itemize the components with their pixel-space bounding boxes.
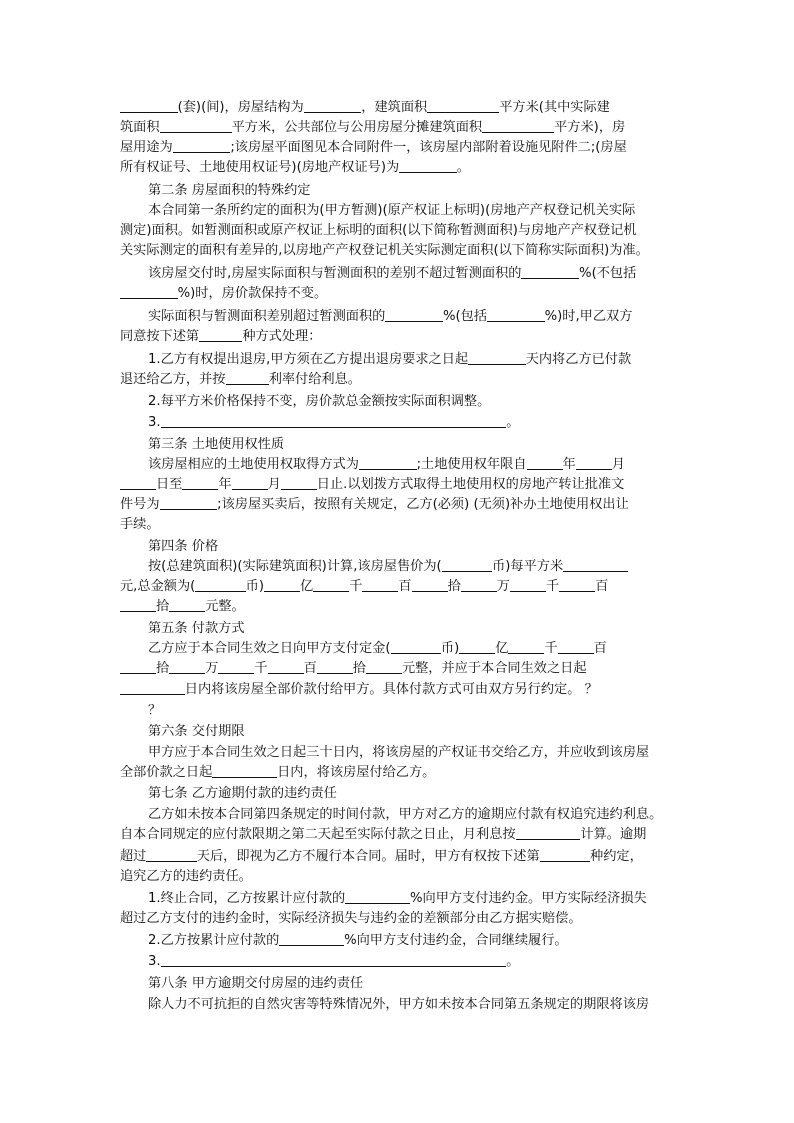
fill-in-blank	[195, 577, 245, 592]
text-line: 乙方如未按本合同第四条规定的时间付款，甲方对乙方的逾期应付款有权追究违约利息。	[148, 807, 663, 822]
text-line: 所有权证号、土地使用权证号)(房地产权证号)为 。	[120, 160, 470, 175]
fill-in-blank	[120, 284, 178, 299]
fill-in-blank	[173, 138, 231, 153]
fill-in-blank	[120, 680, 185, 695]
fill-in-blank	[359, 455, 417, 470]
fill-in-blank	[169, 597, 205, 612]
fill-in-blank	[563, 557, 628, 572]
fill-in-blank	[313, 577, 349, 592]
text-line: 1.乙方有权提出退房,甲方须在乙方提出退房要求之日起 天内将乙方已付款	[148, 352, 632, 367]
fill-in-blank	[146, 847, 196, 862]
fill-in-blank	[442, 557, 492, 572]
text-line: 2.乙方按累计应付款的 %向甲方支付违约金，合同继续履行。	[148, 933, 568, 948]
fill-in-blank	[161, 952, 507, 967]
text-line: 1.终止合同，乙方按累计应付款的 %向甲方支付违约金。甲方实际经济损失	[148, 891, 647, 906]
fill-in-blank	[427, 98, 499, 113]
fill-in-blank	[516, 825, 581, 840]
text-line: 实际面积与暂测面积差别超过暂测面积的 %(包括 %)时,甲乙双方	[148, 309, 633, 324]
text-line: 同意按下述第 种方式处理：	[120, 329, 322, 344]
text-line: 退还给乙方，并按 利率付给利息。	[120, 372, 361, 387]
text-line: 追究乙方的违约责任。	[120, 869, 252, 884]
fill-in-blank	[521, 264, 579, 279]
fill-in-blank	[482, 118, 554, 133]
text-line: 日至 年 月 日止.以划拨方式取得土地使用权的房地产转让批准文	[120, 475, 680, 495]
text-line: 3. 。	[148, 415, 520, 430]
fill-in-blank	[226, 370, 269, 385]
fill-in-blank	[559, 577, 595, 592]
text-line: 屋用途为 ;该房屋平面图见本合同附件一，该房屋内部附着设施见附件二;(房屋	[120, 140, 627, 155]
text-line: 按(总建筑面积)(实际建筑面积)计算,该房屋售价为( 币)每平方米	[148, 557, 708, 577]
fill-in-blank	[160, 118, 232, 133]
fill-in-blank	[268, 659, 304, 674]
text-line: 第四条 价格	[148, 539, 219, 554]
text-line: 第八条 甲方逾期交付房屋的违约责任	[148, 976, 364, 991]
fill-in-blank	[120, 659, 156, 674]
text-line: 筑面积 平方米，公共部位与公用房屋分摊建筑面积 平方米)，房	[120, 120, 626, 135]
text-line: 全部价款之日起 日内，将该房屋付给乙方。	[120, 765, 436, 780]
fill-in-blank	[345, 889, 410, 904]
fill-in-blank	[487, 307, 545, 322]
fill-in-blank	[459, 639, 495, 654]
fill-in-blank	[510, 577, 546, 592]
fill-in-blank	[385, 307, 443, 322]
text-line: ？	[148, 703, 162, 718]
fill-in-blank	[169, 659, 205, 674]
fill-in-blank	[508, 639, 544, 654]
fill-in-blank	[317, 659, 353, 674]
fill-in-blank	[182, 475, 218, 490]
fill-in-blank	[281, 475, 317, 490]
fill-in-blank	[527, 455, 563, 470]
text-line: 元,总金额为( 币) 亿 千 百 拾 万 千 百	[120, 579, 609, 594]
text-line: 测定)面积。如暂测面积或原产权证上标明的面积(以下简称暂测面积)与房地产产权登记机	[120, 223, 637, 238]
text-line: 第二条 房屋面积的特殊约定	[148, 183, 311, 198]
text-line: 第六条 交付期限	[148, 724, 245, 739]
fill-in-blank	[412, 577, 448, 592]
text-line: 自本合同规定的应付款限期之第二天起至实际付款之日止，月利息按 计算。逾期	[120, 827, 647, 842]
fill-in-blank	[391, 639, 441, 654]
fill-in-blank	[362, 577, 398, 592]
text-line: 3. 。	[148, 954, 520, 969]
text-line: 除人力不可抗拒的自然灾害等特殊情况外，甲方如未按本合同第五条规定的期限将该房	[148, 997, 650, 1012]
text-line: 拾 万 千 百 拾 元整，并应于本合同生效之日起	[120, 659, 680, 679]
fill-in-blank	[304, 98, 362, 113]
fill-in-blank	[199, 327, 242, 342]
text-line: 乙方应于本合同生效之日向甲方支付定金( 币) 亿 千 百	[148, 641, 607, 656]
text-line: 该房屋交付时,房屋实际面积与暂测面积的差别不超过暂测面积的 %(不包括	[148, 266, 637, 281]
text-line: 关实际测定的面积有差异的,以房地产产权登记机关实际测定面积(以下简称实际面积)为准。	[120, 243, 649, 258]
fill-in-blank	[232, 475, 268, 490]
text-line: 超过乙方支付的违约金时，实际经济损失与违约金的差额部分由乙方据实赔偿。	[120, 911, 582, 926]
fill-in-blank	[218, 659, 254, 674]
text-line: 超过 天后，即视为乙方不履行本合同。届时，甲方有权按下述第 种约定，	[120, 849, 643, 864]
text-line: 第三条 土地使用权性质	[148, 437, 285, 452]
text-line: 本合同第一条所约定的面积为(甲方暂测)(原产权证上标明)(房地产产权登记机关实际	[148, 203, 636, 218]
fill-in-blank	[120, 597, 156, 612]
text-line: 第五条 付款方式	[148, 621, 245, 636]
fill-in-blank	[279, 931, 344, 946]
text-line: 拾 元整。	[120, 597, 680, 617]
fill-in-blank	[161, 413, 507, 428]
fill-in-blank	[366, 659, 402, 674]
fill-in-blank	[576, 455, 612, 470]
text-line: %)时，房价款保持不变。	[120, 284, 680, 304]
fill-in-blank	[212, 763, 277, 778]
fill-in-blank	[468, 350, 526, 365]
fill-in-blank	[399, 158, 457, 173]
text-line: 手续。	[120, 517, 160, 532]
fill-in-blank	[264, 577, 300, 592]
fill-in-blank	[120, 475, 156, 490]
text-line: 件号为 ;该房屋买卖后，按照有关规定，乙方(必须) (无须)补办土地使用权出让	[120, 497, 629, 512]
text-line: 该房屋相应的土地使用权取得方式为 ;土地使用权年限自 年 月	[148, 457, 625, 472]
text-line: 第七条 乙方逾期付款的违约责任	[148, 786, 337, 801]
text-line: 2.每平方米价格保持不变，房价款总金额按实际面积调整。	[148, 394, 491, 409]
text-line: 甲方应于本合同生效之日起三十日内，将该房屋的产权证书交给乙方，并应收到该房屋	[148, 745, 650, 760]
text-line: 日内将该房屋全部价款付给甲方。具体付款方式可由双方另行约定。 ？	[120, 680, 680, 700]
fill-in-blank	[160, 495, 218, 510]
fill-in-blank	[461, 577, 497, 592]
fill-in-blank	[558, 639, 594, 654]
fill-in-blank	[540, 847, 590, 862]
text-line: (套)(间)，房屋结构为 ，建筑面积 平方米(其中实际建	[120, 98, 680, 118]
fill-in-blank	[120, 98, 178, 113]
